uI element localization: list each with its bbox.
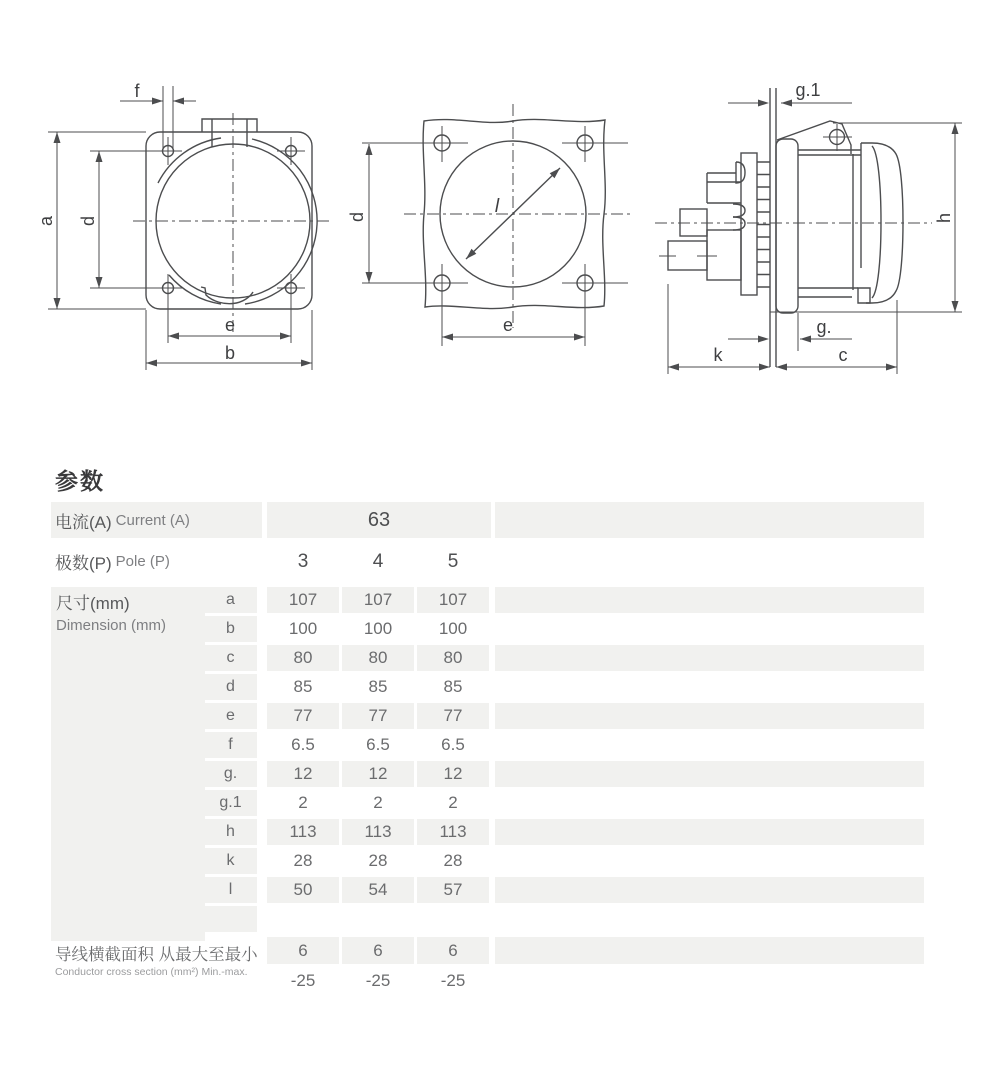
dimension-label-en: Dimension (mm) — [56, 616, 167, 634]
dim-value-cell: 2 — [373, 793, 383, 812]
dim-value-cell: 28 — [443, 851, 463, 870]
dim-row-letter: d — [204, 674, 257, 700]
pole-value: 3 — [297, 551, 309, 572]
dim-value-cell: 107 — [267, 587, 339, 613]
pole-value: 5 — [447, 551, 459, 572]
dim-row-letter: l — [204, 877, 257, 903]
current-label-en: Current (A) — [115, 511, 190, 529]
row-filler — [495, 877, 924, 903]
dim-row-letter: e — [204, 703, 257, 729]
pole-label-zh: 极数(P) — [55, 554, 112, 573]
dim-label-k: k — [713, 345, 723, 365]
row-filler — [495, 645, 924, 671]
conductor-label-zh: 导线横截面积 从最大至最小 — [55, 946, 258, 964]
dim-value-cell: 2 — [448, 793, 458, 812]
dim-value-cell: 80 — [417, 645, 489, 671]
dim-value-cell: 12 — [417, 761, 489, 787]
dim-value-cell: 77 — [267, 703, 339, 729]
conductor-max-cell: -25 — [365, 971, 391, 990]
dim-value-cell: 80 — [342, 645, 414, 671]
cutout-view-drawing — [347, 104, 632, 346]
current-label-zh: 电流(A) — [55, 512, 112, 532]
dim-label-h: h — [934, 212, 954, 224]
row-filler — [495, 819, 924, 845]
dim-label-a: a — [36, 215, 56, 227]
dim-value-cell: 100 — [438, 619, 468, 638]
dim-row-letter: f — [204, 732, 257, 758]
dim-value-cell: 6.5 — [366, 735, 390, 754]
dim-value-cell: 113 — [417, 819, 489, 845]
row-filler — [495, 761, 924, 787]
current-label-cell — [51, 502, 262, 538]
dim-row-letter: k — [204, 848, 257, 874]
front-view-drawing — [36, 81, 330, 370]
dim-label-g1: g.1 — [795, 80, 821, 100]
dim-value-cell: 28 — [368, 851, 388, 870]
dim-row-letter: c — [204, 645, 257, 671]
dim-row-letter — [204, 906, 257, 932]
dim-value-cell: 6.5 — [291, 735, 315, 754]
conductor-max-cell: -25 — [440, 971, 466, 990]
row-filler — [495, 502, 924, 538]
dim-value-cell: 85 — [368, 677, 388, 696]
dimension-label-zh: 尺寸(mm) — [56, 594, 130, 613]
dim-value-cell: 77 — [342, 703, 414, 729]
row-filler — [495, 703, 924, 729]
dim-label-e: e — [224, 315, 236, 335]
conductor-label-en: Conductor cross section (mm²) Min.-max. — [55, 966, 248, 978]
dim-row-letter: g.1 — [204, 790, 257, 816]
dim-label-b: b — [224, 343, 236, 363]
dim-value-cell: 54 — [342, 877, 414, 903]
dim-row-letter: b — [204, 616, 257, 642]
dim-value-cell: 85 — [443, 677, 463, 696]
dim-value-cell: 113 — [267, 819, 339, 845]
dim-row-letter: a — [204, 587, 257, 613]
row-filler — [495, 937, 924, 964]
pole-label-en: Pole (P) — [115, 553, 170, 570]
section-title-parameters: 参数 — [55, 468, 105, 495]
side-view-drawing — [655, 80, 962, 374]
dim-row-letter: g. — [204, 761, 257, 787]
dim-value-cell: 80 — [267, 645, 339, 671]
pole-value: 4 — [372, 551, 384, 572]
dim-value-cell: 6.5 — [441, 735, 465, 754]
dim-label-f: f — [134, 81, 140, 101]
dim-value-cell: 85 — [293, 677, 313, 696]
dim-label-e2: e — [502, 315, 514, 335]
dim-value-cell: 50 — [267, 877, 339, 903]
current-value-cell: 63 — [267, 502, 491, 538]
dim-label-d: d — [78, 215, 98, 227]
dim-value-cell: 100 — [363, 619, 393, 638]
dim-value-cell: 100 — [288, 619, 318, 638]
row-filler — [495, 587, 924, 613]
conductor-max-cell: -25 — [290, 971, 316, 990]
conductor-min-cell: 6 — [342, 937, 414, 964]
dim-value-cell: 28 — [293, 851, 313, 870]
dim-value-cell: 77 — [417, 703, 489, 729]
dim-value-cell: 12 — [342, 761, 414, 787]
dim-value-cell: 107 — [417, 587, 489, 613]
dim-label-c: c — [838, 345, 848, 365]
technical-drawings — [0, 0, 1001, 436]
conductor-min-cell: 6 — [417, 937, 489, 964]
dimension-label-cell — [51, 587, 205, 941]
dim-value-cell: 2 — [298, 793, 308, 812]
dim-value-cell: 107 — [342, 587, 414, 613]
dim-label-l: l — [494, 196, 500, 217]
pole-label-cell — [51, 538, 262, 585]
dim-value-cell: 113 — [342, 819, 414, 845]
dim-label-d2: d — [347, 211, 367, 223]
dim-label-g: g. — [816, 317, 832, 337]
conductor-min-cell: 6 — [267, 937, 339, 964]
dim-value-cell: 12 — [267, 761, 339, 787]
dim-value-cell: 57 — [417, 877, 489, 903]
dim-row-letter: h — [204, 819, 257, 845]
